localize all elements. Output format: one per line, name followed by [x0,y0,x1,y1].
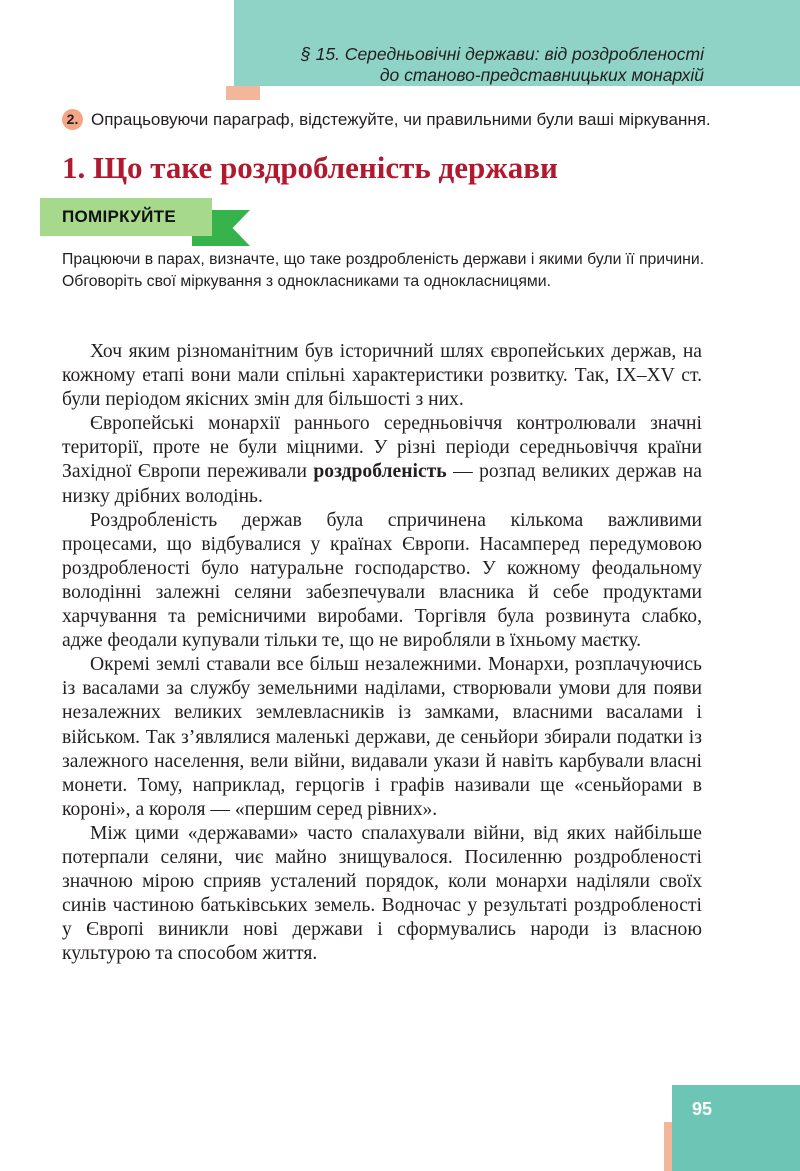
paragraph-3: Роздробленість держав була спричинена кількома важливими процесами, що відбувалися у країнах Європи. Насамперед передумовою роздробленості було натуральне господарство. У кожному феодальному володінні залежні селяни забезпечували власника й себе продуктами харчування та ремісничими виробами. Торгівля була розвинута слабко, адже феодали купували тільки те, що не виробляли в їхньому маєтку. [62,509,702,652]
paragraph-2 [62,412,702,508]
running-header-line-2: до станово-представницьких монархій [379,65,704,85]
paragraph-5: Між цими «державами» часто спалахували війни, від яких найбільше потерпали селяни, чиє майно знищувалося. Посиленню роздробленості значною мірою сприяв усталений порядок, коли монархи наділяли своїх синів частиною батьківських земель. Водночас у результаті роздробленості у Європі виникли нові держави і сформувались народи із власною культурою та способом життя. [62,822,702,965]
section-title: 1. Що таке роздробленість держави [62,150,558,185]
running-header [301,44,704,86]
think-label-banner [40,198,250,246]
paragraph-2-start: Європейські монархії раннього середньовіччя контролювали значні території, проте не були міцними. У різні періоди середньовіччя країни Західної Європи переживали [62,413,702,483]
task-text: Опрацьовуючи параграф, відстежуйте, чи правильними були ваші міркування. [91,110,711,129]
task-block [62,108,722,131]
page-number: 95 [691,1099,713,1119]
key-term: роздробленість [313,461,447,483]
main-text [62,340,702,966]
paragraph-4: Окремі землі ставали все більш незалежними. Монархи, розплачуючись із васалами за службу земельними наділами, створювали умови для появи незалежних великих землевласників із замками, власними васалами і військом. Так з’являлися маленькі держави, де сеньйори збирали податки із залежного населення, вели війни, видавали укази й навіть карбували власні монети. Тому, наприклад, герцогів і графів називали ще «сеньйорами в короні», а короля — «першим серед рівних». [62,654,702,820]
task-number-badge: 2. [62,109,83,130]
paragraph-2-end: — розпад великих держав на низку дрібних володінь. [62,461,702,507]
think-label: ПОМІРКУЙТЕ [62,207,176,226]
running-header-line-1: § 15. Середньовічні держави: від роздробленості [301,44,704,64]
paragraph-1: Хоч яким різноманітним був історичний шлях європейських держав, на кожному етапі вони мали спільні характеристики розвитку. Так, IX–XV ст. були періодом якісних змін для більшості з них. [62,341,702,411]
page-number-box [672,1085,800,1171]
think-task-text: Працюючи в парах, визначте, що таке роздробленість держави і якими були її причини. Обговоріть свої міркування з однокласниками та однокласницями. [62,251,705,290]
header-accent [226,86,260,100]
